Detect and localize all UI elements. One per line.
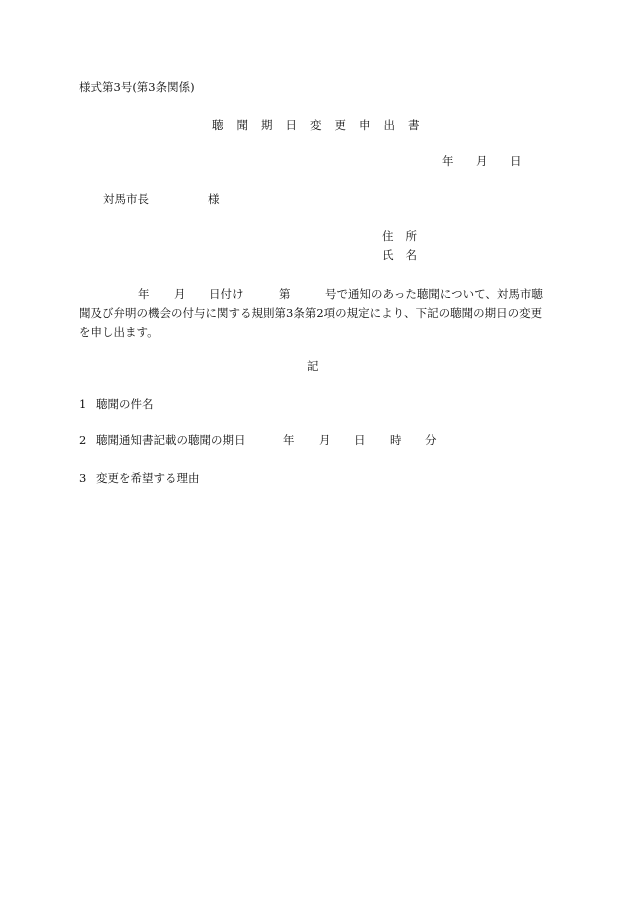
list-item — [79, 399, 154, 411]
date-year: 年 — [442, 154, 454, 168]
body-line-2: 聞及び弁明の機会の付与に関する規則第3条第2項の規定により、下記の聴聞の期日の変更 — [79, 306, 543, 320]
addressee-suffix: 様 — [208, 192, 220, 206]
addressee-name: 対馬市長 — [103, 192, 149, 206]
applicant-address-label: 住所 — [382, 229, 429, 243]
body-month: 月 — [174, 287, 186, 301]
item-number: 2 — [79, 433, 87, 447]
body-line1-rest: 号で通知のあった聴聞について、対馬市聴 — [325, 287, 543, 301]
datetime-minute: 分 — [425, 433, 437, 447]
body-line-1 — [79, 285, 551, 304]
datetime-day: 日 — [354, 433, 366, 447]
applicant-name-label: 氏名 — [382, 248, 429, 262]
date-line — [442, 156, 522, 168]
ki-heading: 記 — [307, 359, 319, 373]
item-label: 聴聞の件名 — [96, 397, 154, 411]
body-line-3: を申し出ます。 — [79, 325, 159, 339]
body-number-prefix: 第 — [279, 287, 291, 301]
datetime-year: 年 — [283, 433, 295, 447]
form-number: 様式第3号(第3条関係) — [79, 80, 195, 94]
datetime-hour: 時 — [390, 433, 402, 447]
date-day: 日 — [510, 154, 522, 168]
item-label: 聴聞通知書記載の聴聞の期日 — [96, 433, 246, 447]
body-day-attached: 日付け — [209, 287, 244, 301]
list-item — [79, 473, 200, 485]
item-number: 1 — [79, 397, 87, 411]
document-title: 聴聞期日変更申出書 — [212, 118, 433, 132]
list-item — [79, 435, 246, 447]
body-year: 年 — [138, 287, 150, 301]
body-paragraph — [79, 285, 551, 342]
hearing-datetime — [283, 435, 437, 447]
datetime-month: 月 — [319, 433, 331, 447]
item-number: 3 — [79, 471, 87, 485]
item-label: 変更を希望する理由 — [96, 471, 200, 485]
date-month: 月 — [476, 154, 488, 168]
